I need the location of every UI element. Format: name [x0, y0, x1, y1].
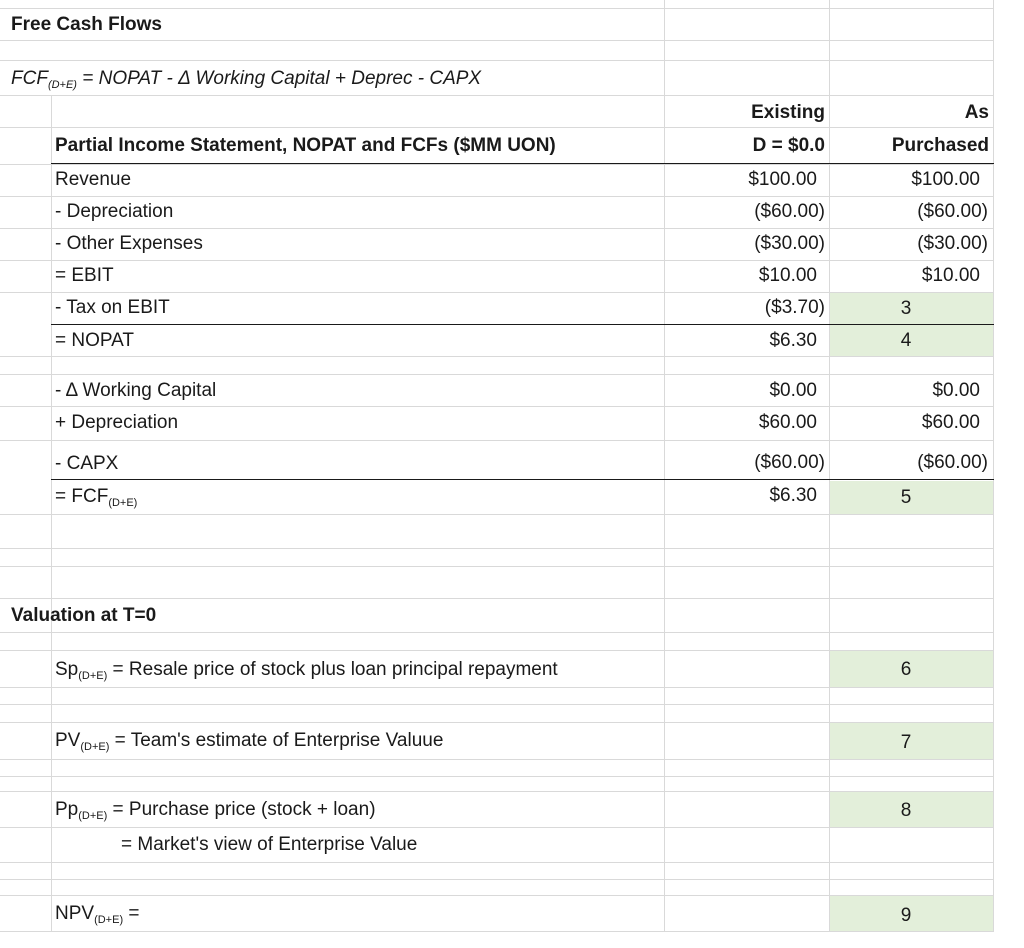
row-existing-working-capital: $0.00	[769, 380, 817, 401]
row-label-working-capital: - Δ Working Capital	[55, 380, 217, 401]
row-label-nopat: = NOPAT	[55, 330, 135, 351]
formula-rhs: = NOPAT - Δ Working Capital + Deprec - CAPX	[76, 68, 482, 89]
row-existing-fcf: $6.30	[769, 485, 817, 506]
row-existing-depreciation: ($60.00)	[754, 201, 825, 222]
row-purchased-capx: ($60.00)	[917, 452, 988, 473]
row-purchased-tax: 3	[900, 298, 912, 319]
valuation-sp	[55, 659, 558, 681]
row-purchased-revenue: $100.00	[911, 169, 980, 190]
fcf-formula	[11, 68, 481, 90]
npv-label: NPV	[55, 903, 95, 924]
row-existing-tax: ($3.70)	[764, 297, 825, 318]
formula-lhs: FCF	[11, 68, 48, 89]
header-existing-line2: D = $0.0	[752, 135, 825, 156]
row-purchased-ebit: $10.00	[921, 265, 980, 286]
header-purchased-line2: Purchased	[891, 135, 989, 156]
row-label-add-depreciation: + Depreciation	[55, 412, 179, 433]
row-purchased-fcf: 5	[900, 487, 912, 508]
valuation-pv	[55, 730, 443, 752]
pv-sub: (D+E)	[80, 741, 110, 753]
fcf-label-sub: (D+E)	[108, 497, 138, 509]
pv-text: = Team's estimate of Enterprise Valuue	[109, 730, 444, 751]
pp-text: = Purchase price (stock + loan)	[107, 799, 376, 820]
sp-label: Sp	[55, 659, 79, 680]
answer-npv: 9	[900, 905, 912, 926]
answer-sp: 6	[900, 659, 912, 680]
header-bottom-border	[51, 163, 994, 164]
npv-sub: (D+E)	[94, 914, 124, 926]
row-purchased-nopat: 4	[900, 330, 912, 351]
header-purchased-line1: As	[964, 102, 989, 123]
row-label-fcf	[55, 486, 137, 508]
answer-pv: 7	[900, 732, 912, 753]
fcf-top-border	[51, 479, 994, 480]
section-title-valuation: Valuation at T=0	[11, 605, 157, 626]
row-label-other-expenses: - Other Expenses	[55, 233, 203, 254]
row-label-revenue: Revenue	[55, 169, 132, 190]
section-title-free-cash-flows: Free Cash Flows	[11, 14, 162, 35]
sp-text: = Resale price of stock plus loan principal repayment	[107, 659, 558, 680]
pv-label: PV	[55, 730, 81, 751]
row-label-ebit: = EBIT	[55, 265, 114, 286]
npv-text: =	[123, 903, 140, 924]
row-purchased-working-capital: $0.00	[932, 380, 980, 401]
valuation-npv	[55, 903, 139, 925]
pp-sub: (D+E)	[78, 810, 108, 822]
header-existing-line1: Existing	[751, 102, 825, 123]
row-label-tax: - Tax on EBIT	[55, 297, 170, 318]
pp-label: Pp	[55, 799, 79, 820]
row-purchased-add-depreciation: $60.00	[921, 412, 980, 433]
row-existing-revenue: $100.00	[748, 169, 817, 190]
answer-pp: 8	[900, 800, 912, 821]
fcf-label-text: = FCF	[55, 486, 109, 507]
row-existing-other-expenses: ($30.00)	[754, 233, 825, 254]
row-label-capx: - CAPX	[55, 453, 119, 474]
row-existing-capx: ($60.00)	[754, 452, 825, 473]
nopat-top-border	[51, 324, 994, 325]
row-existing-add-depreciation: $60.00	[758, 412, 817, 433]
row-label-depreciation: - Depreciation	[55, 201, 174, 222]
pp-market-view: = Market's view of Enterprise Value	[121, 834, 418, 855]
valuation-pp	[55, 799, 376, 821]
row-purchased-other-expenses: ($30.00)	[917, 233, 988, 254]
table-title: Partial Income Statement, NOPAT and FCFs ($MM UON)	[55, 135, 556, 156]
row-existing-nopat: $6.30	[769, 330, 817, 351]
row-purchased-depreciation: ($60.00)	[917, 201, 988, 222]
sp-sub: (D+E)	[78, 670, 108, 682]
row-existing-ebit: $10.00	[758, 265, 817, 286]
formula-lhs-sub: (D+E)	[47, 79, 77, 91]
